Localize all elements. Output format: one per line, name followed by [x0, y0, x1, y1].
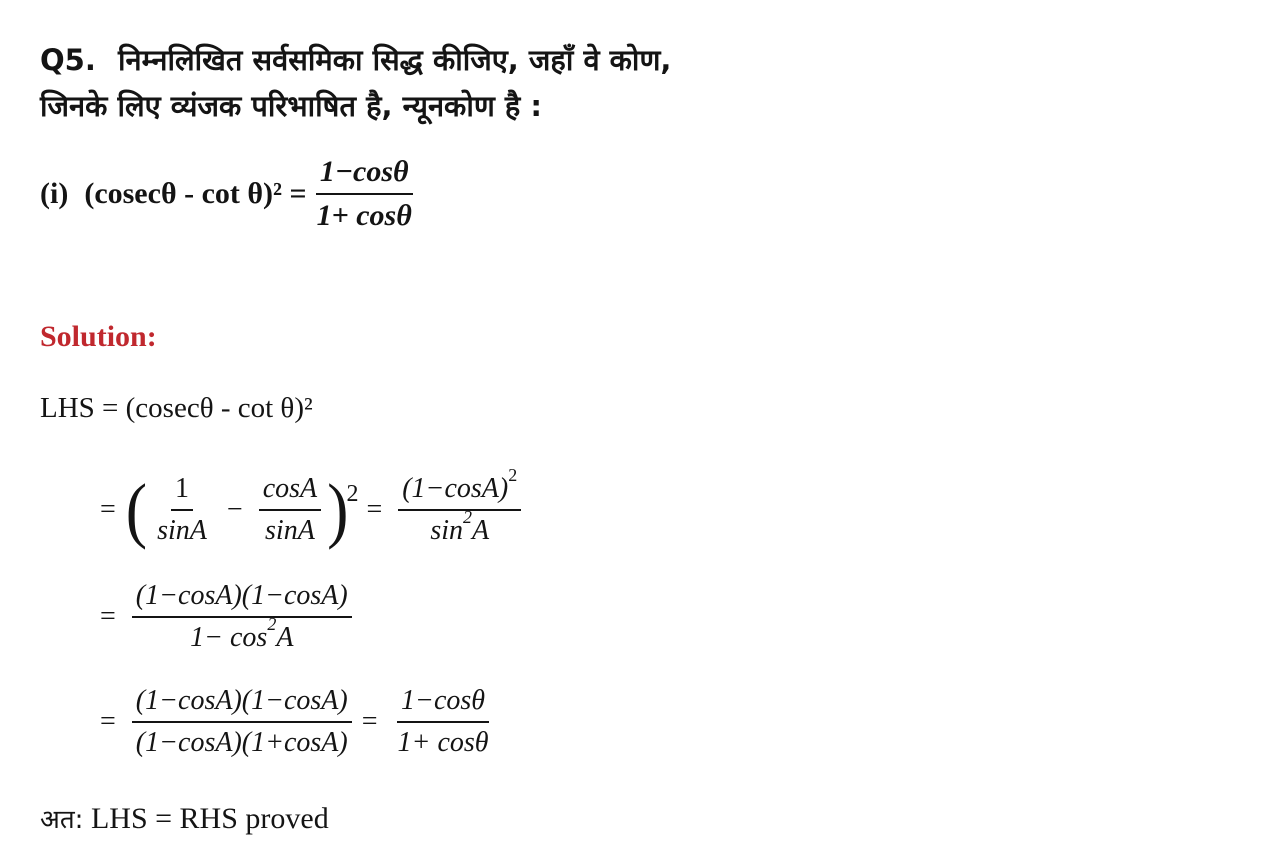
step-3-fraction-right — [394, 685, 493, 759]
step-2 — [100, 567, 358, 667]
step-3 — [100, 672, 499, 772]
step-3-equals: = — [100, 706, 116, 737]
step-1 — [100, 460, 527, 560]
step-1-a-denominator: sinA — [157, 515, 207, 546]
lhs-line: LHS = (cosecθ - cot θ)² — [40, 392, 313, 424]
step-1-c-den-power: 2 — [463, 507, 473, 527]
step-1-open-paren: ( — [125, 468, 148, 551]
conclusion-hindi: अत: — [40, 805, 84, 835]
part-i-statement — [40, 154, 422, 234]
step-2-fraction — [132, 580, 352, 654]
step-1-fraction-b — [259, 473, 321, 547]
step-1-equals-2: = — [366, 494, 383, 525]
part-lhs: (cosecθ - cot θ)² = — [84, 177, 307, 210]
step-2-den-var: A — [276, 622, 294, 653]
step-2-denominator — [186, 614, 297, 654]
step-1-minus: − — [226, 494, 243, 525]
part-label: (i) — [40, 177, 69, 210]
part-rhs-fraction — [313, 155, 416, 233]
step-1-fraction-c — [398, 465, 521, 547]
step-2-numerator: (1−cosA)(1−cosA) — [132, 580, 352, 618]
step-1-close-paren: ) — [327, 468, 349, 551]
step-1-c-numerator — [398, 465, 521, 511]
part-rhs-denominator: 1+ cosθ — [316, 199, 412, 232]
step-1-c-den-var: A — [472, 515, 490, 546]
step-1-c-numerator-power: 2 — [508, 465, 518, 485]
step-1-b-numerator: cosA — [259, 473, 321, 511]
step-1-fraction-a — [153, 473, 211, 547]
step-3-fraction-left — [132, 685, 352, 759]
step-1-c-numerator-base: (1−cosA) — [402, 473, 509, 504]
step-1-equals: = — [100, 494, 116, 525]
step-2-equals: = — [100, 601, 116, 632]
step-1-b-denominator: sinA — [265, 515, 315, 546]
question-line-1 — [40, 40, 671, 79]
step-2-den-power: 2 — [267, 614, 277, 634]
solution-heading: Solution: — [40, 320, 157, 353]
question-text-line-2: जिनके लिए व्यंजक परिभाषित है, न्यूनकोण है : — [40, 89, 542, 123]
conclusion-line — [40, 800, 329, 836]
step-1-c-denominator — [426, 507, 493, 547]
part-rhs-numerator: 1−cosθ — [316, 155, 413, 195]
step-1-a-numerator: 1 — [171, 473, 193, 511]
conclusion-text: LHS = RHS proved — [90, 802, 329, 835]
step-3-equals-2: = — [361, 706, 378, 737]
step-3-right-denominator: 1+ cosθ — [397, 727, 489, 758]
question-number: Q5. — [40, 43, 96, 77]
step-2-den-func: 1− cos — [190, 622, 268, 653]
step-3-right-numerator: 1−cosθ — [397, 685, 489, 723]
step-3-left-numerator: (1−cosA)(1−cosA) — [132, 685, 352, 723]
step-3-left-denominator: (1−cosA)(1+cosA) — [135, 727, 348, 758]
step-1-power: 2 — [346, 480, 359, 507]
step-1-c-den-func: sin — [430, 515, 464, 546]
question-text-line-1: निम्नलिखित सर्वसमिका सिद्ध कीजिए, जहाँ वे कोण, — [118, 43, 672, 77]
